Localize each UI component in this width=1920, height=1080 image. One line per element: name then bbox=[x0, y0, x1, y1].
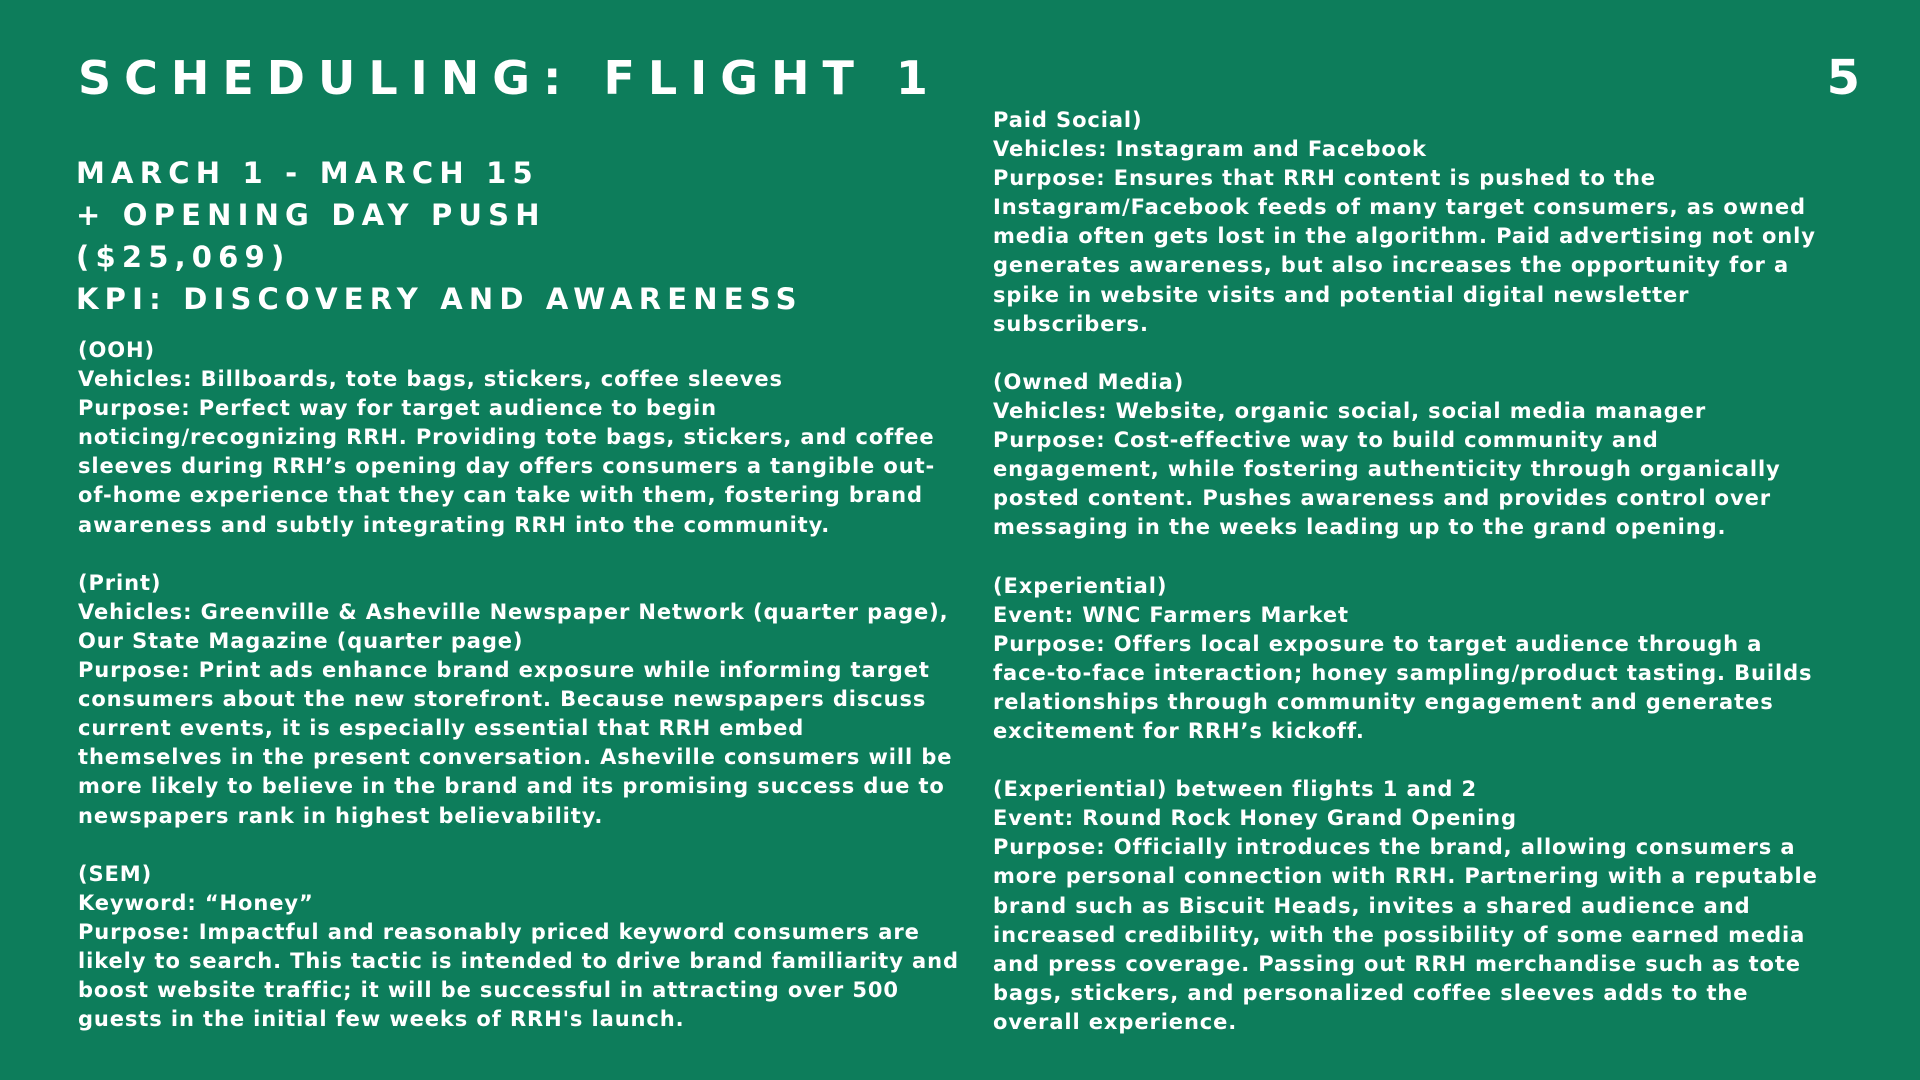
text-line: Purpose: Impactful and reasonably priced keyword consumers are bbox=[78, 919, 920, 944]
text-line: awareness and subtly integrating RRH into the community. bbox=[78, 512, 831, 537]
text-line: and press coverage. Passing out RRH merchandise such as tote bbox=[993, 951, 1801, 976]
text-line: subscribers. bbox=[993, 311, 1149, 336]
text-section bbox=[993, 368, 1845, 543]
text-line: Our State Magazine (quarter page) bbox=[78, 628, 524, 653]
text-line: of-home experience that they can take with them, fostering brand bbox=[78, 483, 923, 508]
subheading-dates: MARCH 1 - MARCH 15 bbox=[76, 156, 539, 190]
text-line: boost website traffic; it will be successful in attracting over 500 bbox=[78, 978, 899, 1003]
text-line: noticing/recognizing RRH. Providing tote bags, stickers, and coffee bbox=[78, 425, 935, 450]
text-line: posted content. Pushes awareness and provides control over bbox=[993, 486, 1771, 511]
text-line: messaging in the weeks leading up to the grand opening. bbox=[993, 515, 1727, 540]
subheading-budget: ($25,069) bbox=[76, 240, 291, 274]
text-line: bags, stickers, and personalized coffee sleeves adds to the bbox=[993, 980, 1749, 1005]
text-line: newspapers rank in highest believability. bbox=[78, 803, 604, 828]
left-column bbox=[78, 336, 973, 1063]
text-section bbox=[78, 336, 973, 540]
section-heading: Paid Social) bbox=[993, 108, 1143, 132]
text-line: engagement, while fostering authenticity through organically bbox=[993, 457, 1781, 482]
text-line: Event: Round Rock Honey Grand Opening bbox=[993, 806, 1517, 831]
text-line: more personal connection with RRH. Partnering with a reputable bbox=[993, 864, 1818, 889]
text-line: media often gets lost in the algorithm. Paid advertising not only bbox=[993, 224, 1816, 249]
text-line: current events, it is especially essential that RRH embed bbox=[78, 716, 805, 741]
text-line: brand such as Biscuit Heads, invites a shared audience and bbox=[993, 893, 1751, 918]
text-line: Keyword: “Honey” bbox=[78, 890, 314, 915]
subheading bbox=[76, 152, 803, 320]
section-heading: (Experiential) between flights 1 and 2 bbox=[993, 777, 1478, 802]
text-line: generates awareness, but also increases the opportunity for a bbox=[993, 253, 1790, 278]
text-section bbox=[78, 569, 973, 831]
section-heading: (SEM) bbox=[78, 861, 153, 886]
text-line: Purpose: Print ads enhance brand exposure while informing target bbox=[78, 658, 930, 683]
text-line: Purpose: Ensures that RRH content is pushed to the bbox=[993, 166, 1656, 191]
section-heading: (Experiential) bbox=[993, 573, 1168, 598]
subheading-push: + OPENING DAY PUSH bbox=[76, 198, 546, 232]
text-line: excitement for RRH’s kickoff. bbox=[993, 718, 1365, 743]
text-section bbox=[993, 572, 1845, 747]
text-line: Instagram/Facebook feeds of many target consumers, as owned bbox=[993, 195, 1806, 220]
text-line: Purpose: Offers local exposure to target audience through a bbox=[993, 631, 1763, 656]
page-title: SCHEDULING: FLIGHT 1 bbox=[78, 51, 941, 105]
page-number: 5 bbox=[1826, 50, 1860, 106]
text-line: guests in the initial few weeks of RRH's launch. bbox=[78, 1007, 685, 1032]
text-section bbox=[78, 860, 973, 1035]
text-section bbox=[993, 106, 1845, 339]
text-line: more likely to believe in the brand and its promising success due to bbox=[78, 774, 945, 799]
section-heading: (Owned Media) bbox=[993, 369, 1185, 394]
section-heading: (Print) bbox=[78, 570, 162, 595]
text-line: Vehicles: Billboards, tote bags, stickers, coffee sleeves bbox=[78, 367, 783, 392]
right-column bbox=[993, 106, 1845, 1066]
text-line: Purpose: Officially introduces the brand, allowing consumers a bbox=[993, 835, 1796, 860]
text-line: Purpose: Perfect way for target audience to begin bbox=[78, 396, 718, 421]
text-line: increased credibility, with the possibility of some earned media bbox=[993, 922, 1806, 947]
text-line: themselves in the present conversation. Asheville consumers will be bbox=[78, 745, 953, 770]
text-line: Purpose: Cost-effective way to build community and bbox=[993, 428, 1659, 453]
text-line: overall experience. bbox=[993, 1009, 1238, 1034]
text-line: relationships through community engagement and generates bbox=[993, 689, 1774, 714]
text-line: Vehicles: Greenville & Asheville Newspaper Network (quarter page), bbox=[78, 599, 949, 624]
text-line: consumers about the new storefront. Because newspapers discuss bbox=[78, 687, 927, 712]
text-line: Vehicles: Website, organic social, social media manager bbox=[993, 398, 1707, 423]
text-line: face-to-face interaction; honey sampling/product tasting. Builds bbox=[993, 660, 1813, 685]
text-line: likely to search. This tactic is intended to drive brand familiarity and bbox=[78, 948, 959, 973]
section-heading: (OOH) bbox=[78, 338, 155, 362]
text-line: sleeves during RRH’s opening day offers consumers a tangible out- bbox=[78, 454, 936, 479]
text-section bbox=[993, 775, 1845, 1037]
subheading-kpi: KPI: DISCOVERY AND AWARENESS bbox=[76, 282, 803, 316]
text-line: Event: WNC Farmers Market bbox=[993, 602, 1349, 627]
text-line: Vehicles: Instagram and Facebook bbox=[993, 137, 1427, 162]
text-line: spike in website visits and potential digital newsletter bbox=[993, 282, 1690, 307]
